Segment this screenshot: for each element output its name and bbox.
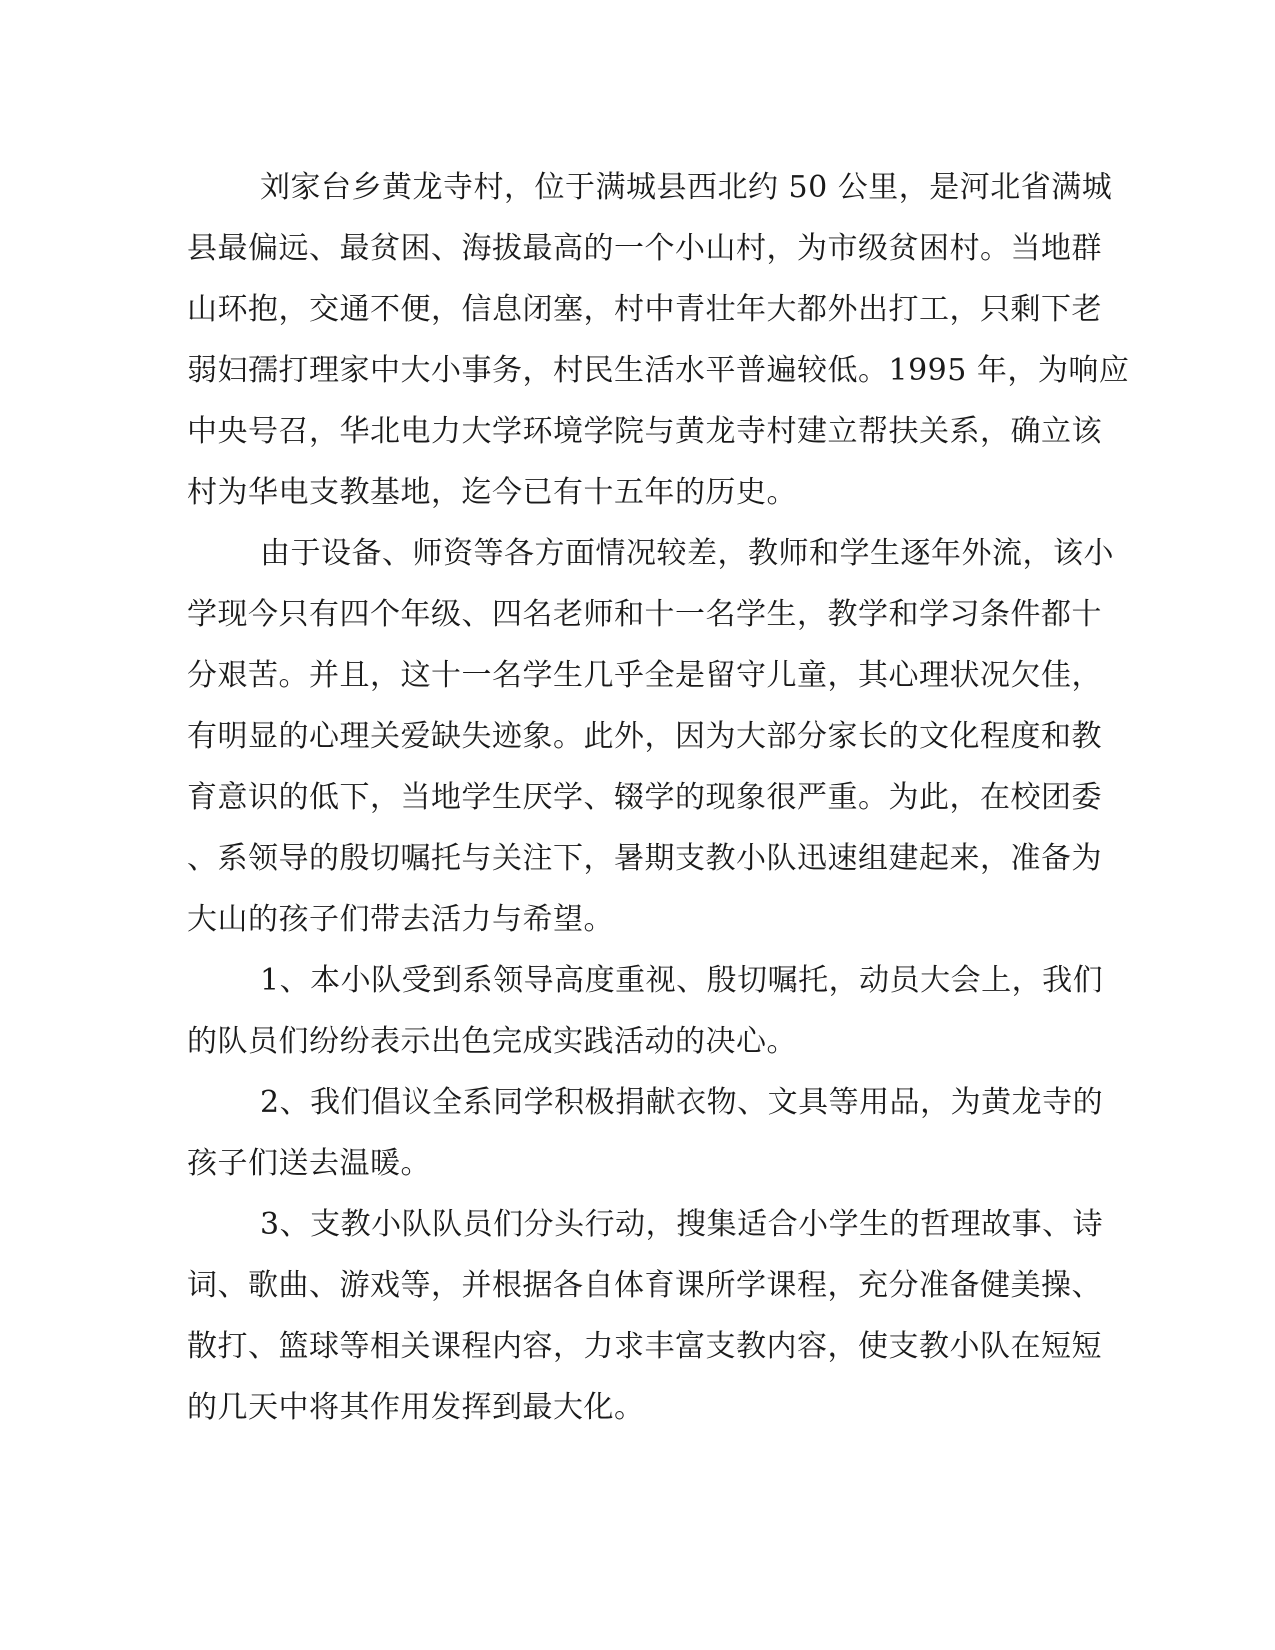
paragraph-5: [187, 1194, 1104, 1438]
paragraph-line: 有明显的心理关爱缺失迹象。此外，因为大部分家长的文化程度和教: [187, 719, 1102, 754]
paragraph-line: 散打、篮球等相关课程内容，力求丰富支教内容，使支教小队在短短: [187, 1329, 1102, 1364]
paragraph-line: 的几天中将其作用发挥到最大化。: [187, 1390, 645, 1425]
paragraph-line: 由于设备、师资等各方面情况较差，教师和学生逐年外流，该小: [260, 536, 1114, 571]
paragraph-line: 育意识的低下，当地学生厌学、辍学的现象很严重。为此，在校团委: [187, 780, 1102, 815]
paragraph-line: 3、支教小队队员们分头行动，搜集适合小学生的哲理故事、诗: [260, 1207, 1104, 1242]
paragraph-line: 分艰苦。并且，这十一名学生几乎全是留守儿童，其心理状况欠佳，: [187, 658, 1102, 693]
paragraph-1: [187, 157, 1130, 523]
paragraph-line: 的队员们纷纷表示出色完成实践活动的决心。: [187, 1024, 797, 1059]
paragraph-line: 村为华电支教基地，迄今已有十五年的历史。: [187, 475, 797, 510]
paragraph-line: 山环抱，交通不便，信息闭塞，村中青壮年大都外出打工，只剩下老: [187, 292, 1102, 327]
paragraph-4: [187, 1072, 1104, 1194]
document-body: [187, 157, 1130, 1438]
paragraph-line: 词、歌曲、游戏等，并根据各自体育课所学课程，充分准备健美操、: [187, 1268, 1102, 1303]
paragraph-line: 、系领导的殷切嘱托与关注下，暑期支教小队迅速组建起来，准备为: [187, 841, 1102, 876]
paragraph-line: 中央号召，华北电力大学环境学院与黄龙寺村建立帮扶关系，确立该: [187, 414, 1102, 449]
paragraph-line: 大山的孩子们带去活力与希望。: [187, 902, 614, 937]
paragraph-2: [187, 523, 1114, 950]
paragraph-line: 2、我们倡议全系同学积极捐献衣物、文具等用品，为黄龙寺的: [260, 1085, 1104, 1120]
paragraph-line: 学现今只有四个年级、四名老师和十一名学生，教学和学习条件都十: [187, 597, 1102, 632]
paragraph-line: 县最偏远、最贫困、海拔最高的一个小山村，为市级贫困村。当地群: [187, 231, 1102, 266]
paragraph-line: 弱妇孺打理家中大小事务，村民生活水平普遍较低。1995 年，为响应: [187, 353, 1130, 388]
paragraph-line: 刘家台乡黄龙寺村，位于满城县西北约 50 公里，是河北省满城: [260, 170, 1113, 205]
paragraph-line: 孩子们送去温暖。: [187, 1146, 431, 1181]
paragraph-3: [187, 950, 1104, 1072]
paragraph-line: 1、本小队受到系领导高度重视、殷切嘱托，动员大会上，我们: [260, 963, 1104, 998]
